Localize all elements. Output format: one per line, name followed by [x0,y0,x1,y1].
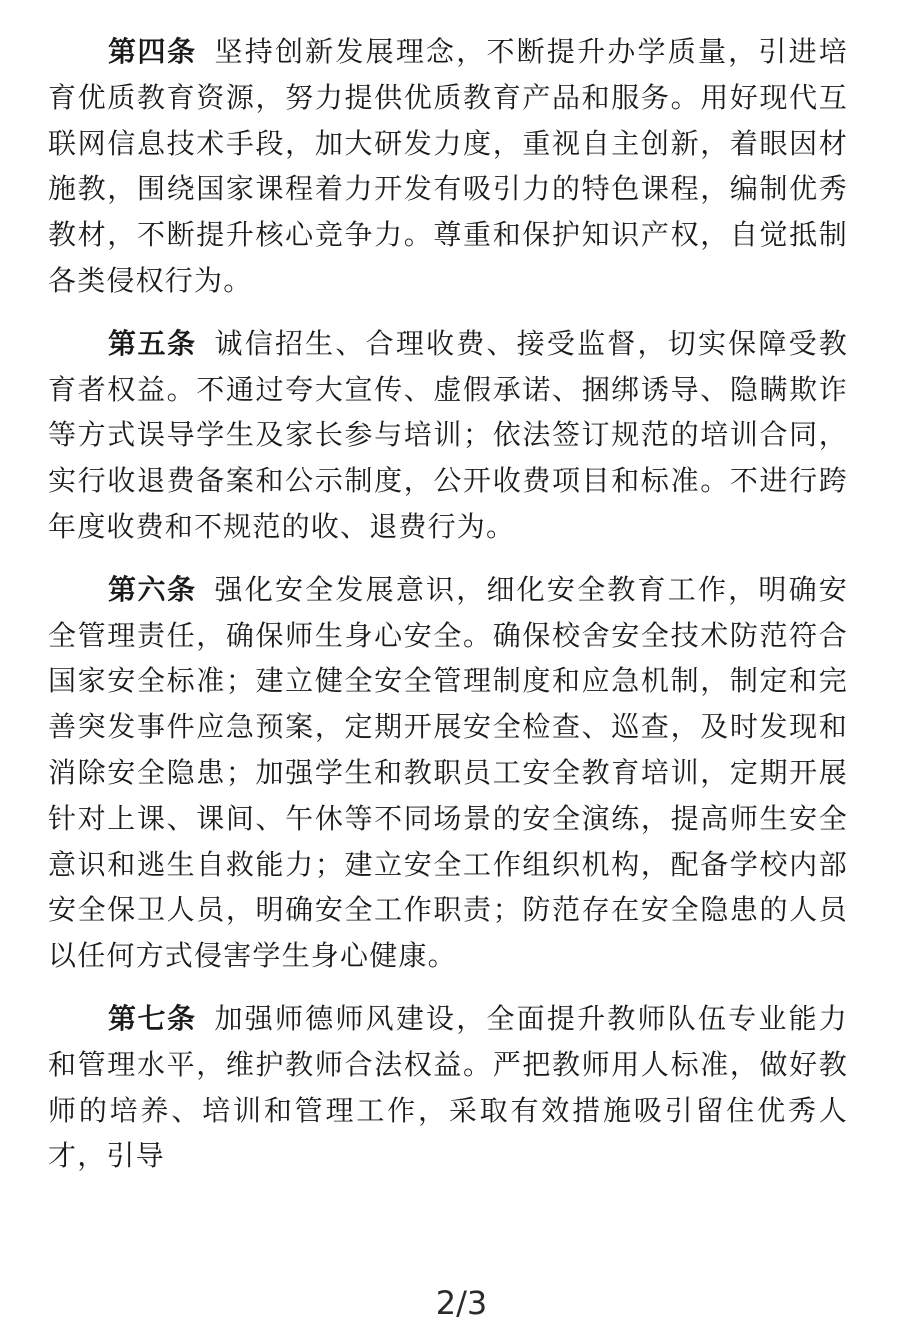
article-text: 加强师德师风建设，全面提升教师队伍专业能力和管理水平，维护教师合法权益。严把教师用人标准，做好教师的培养、培训和管理工作，采取有效措施吸引留住优秀人才，引导 [48,1001,848,1173]
article-number: 第七条 [108,1001,197,1035]
document-page [48,29,848,1179]
article-5 [48,321,848,550]
page-indicator: 2/3 [435,1284,488,1322]
article-number: 第五条 [108,326,197,360]
article-7 [48,996,848,1179]
article-text: 诚信招生、合理收费、接受监督，切实保障受教育者权益。不通过夸大宣传、虚假承诺、捆绑诱导、隐瞒欺诈等方式误导学生及家长参与培训；依法签订规范的培训合同，实行收退费备案和公示制度，公开收费项目和标准。不进行跨年度收费和不规范的收、退费行为。 [48,326,848,543]
article-text: 坚持创新发展理念，不断提升办学质量，引进培育优质教育资源，努力提供优质教育产品和服务。用好现代互联网信息技术手段，加大研发力度，重视自主创新，着眼因材施教，围绕国家课程着力开发有吸引力的特色课程，编制优秀教材，不断提升核心竞争力。尊重和保护知识产权，自觉抵制各类侵权行为。 [48,35,848,297]
article-text: 强化安全发展意识，细化安全教育工作，明确安全管理责任，确保师生身心安全。确保校舍安全技术防范符合国家安全标准；建立健全安全管理制度和应急机制，制定和完善突发事件应急预案，定期开展安全检查、巡查，及时发现和消除安全隐患；加强学生和教职员工安全教育培训，定期开展针对上课、课间、午休等不同场景的安全演练，提高师生安全意识和逃生自救能力；建立安全工作组织机构，配备学校内部安全保卫人员，明确安全工作职责；防范存在安全隐患的人员以任何方式侵害学生身心健康。 [48,572,848,973]
article-number: 第四条 [108,35,197,68]
article-6 [48,567,848,979]
article-number: 第六条 [108,572,197,606]
article-4 [48,29,848,304]
